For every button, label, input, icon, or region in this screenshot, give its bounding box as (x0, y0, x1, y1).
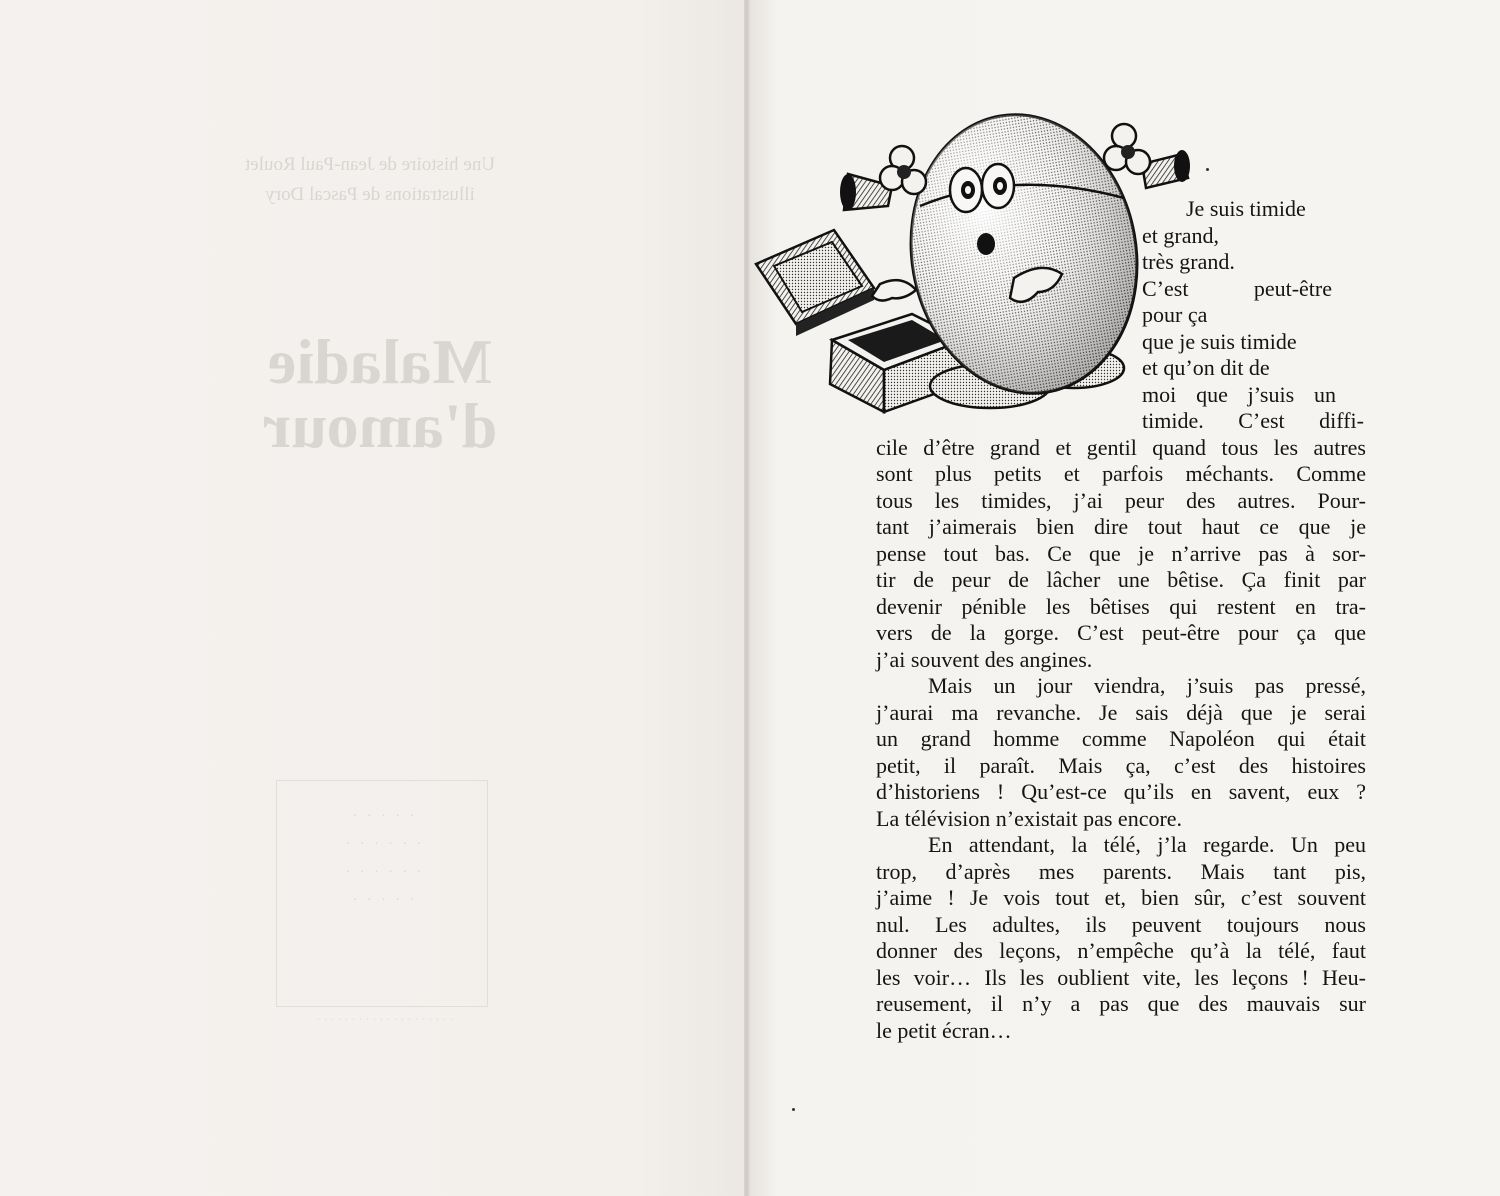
text-line: que je suis timide (1142, 328, 1297, 354)
text-line: le petit écran… (876, 1017, 1012, 1043)
text-line: et grand, (1142, 222, 1219, 248)
ghost-title (240, 326, 520, 461)
ghost-credit-line: illustrations de Pascal Dory (265, 184, 475, 205)
ghost-title-line: Maladie (268, 326, 492, 397)
ghost-credit-line: Une histoire de Jean-Paul Roulet (244, 154, 496, 175)
text-line: nul. Les adultes, ils peuvent toujours nous (876, 911, 1366, 937)
text-line: j’aime ! Je vois tout et, bien sûr, c’est souvent (876, 885, 1366, 910)
ghost-box-line: · · · · · · (342, 837, 422, 852)
text-line: C’est peut-être (1142, 275, 1332, 301)
text-line: Mais un jour viendra, j’suis pas pressé, (928, 673, 1366, 698)
text-line: reusement, il n’y a pas que des mauvais sur (876, 991, 1366, 1016)
ghost-box-line: · · · · · · (342, 865, 422, 880)
ghost-footer: · · · · · · · · · · · · · · · · · · · · (316, 1012, 454, 1026)
text-line: timide. C’est diffi- (1142, 408, 1364, 433)
story-text (876, 196, 1366, 1044)
paragraph-3 (876, 832, 1366, 1044)
text-line: devenir pénible les bêtises qui restent en tra- (876, 593, 1366, 619)
paragraph-2 (876, 673, 1366, 832)
text-line: tant j’aimerais bien dire tout haut ce que je (876, 514, 1366, 539)
ghost-box-line: · · · · · (349, 809, 415, 824)
pigtail-right (1104, 124, 1190, 188)
text-line: vers de la gorge. C’est peut-être pour ça que (876, 620, 1366, 645)
ink-speck (1206, 168, 1209, 171)
text-line: sont plus petits et parfois méchants. Comme (876, 461, 1366, 486)
text-line: très grand. (1142, 249, 1235, 274)
text-line: et qu’on dit de (1142, 355, 1270, 380)
ink-speck (792, 1108, 795, 1111)
text-line: pense tout bas. Ce que je n’arrive pas à sor- (876, 540, 1366, 566)
text-line: trop, d’après mes parents. Mais tant pis, (876, 858, 1366, 884)
ghost-title-line: d'amour (262, 390, 498, 461)
ghost-box-line: · · · · · (349, 893, 415, 908)
wrapped-text-beside-illustration (1142, 196, 1364, 435)
text-line: donner des leçons, n’empêche qu’à la télé, faut (876, 938, 1366, 963)
text-line: En attendant, la télé, j’la regarde. Un peu (928, 832, 1366, 857)
text-line: petit, il paraît. Mais ça, c’est des histoires (876, 752, 1366, 778)
text-line: les voir… Ils les oublient vite, les leçons ! Heu- (876, 964, 1366, 990)
text-line: pour ça (1142, 302, 1208, 327)
text-line: cile d’être grand et gentil quand tous les autres (876, 434, 1366, 460)
text-line: j’ai souvent des angines. (876, 646, 1093, 672)
ghost-box-lines (295, 803, 469, 915)
text-line: moi que j’suis un (1142, 381, 1336, 407)
text-line: Je suis timide (1186, 196, 1306, 221)
text-line: tous les timides, j’ai peur des autres. Pour- (876, 487, 1366, 513)
left-page (0, 0, 748, 1196)
paragraph-1-rest (876, 435, 1366, 674)
text-line: j’aurai ma revanche. Je sais déjà que je serai (876, 699, 1366, 725)
text-line: un grand homme comme Napoléon qui était (876, 726, 1366, 751)
ghost-credit (140, 150, 600, 210)
text-line: d’historiens ! Qu’est-ce qu’ils en savent, eux ? (876, 779, 1366, 804)
text-line: tir de peur de lâcher une bêtise. Ça finit par (876, 567, 1366, 592)
ghost-box (276, 780, 488, 1007)
text-line: La télévision n’existait pas encore. (876, 805, 1183, 831)
book-gutter (744, 0, 750, 1196)
